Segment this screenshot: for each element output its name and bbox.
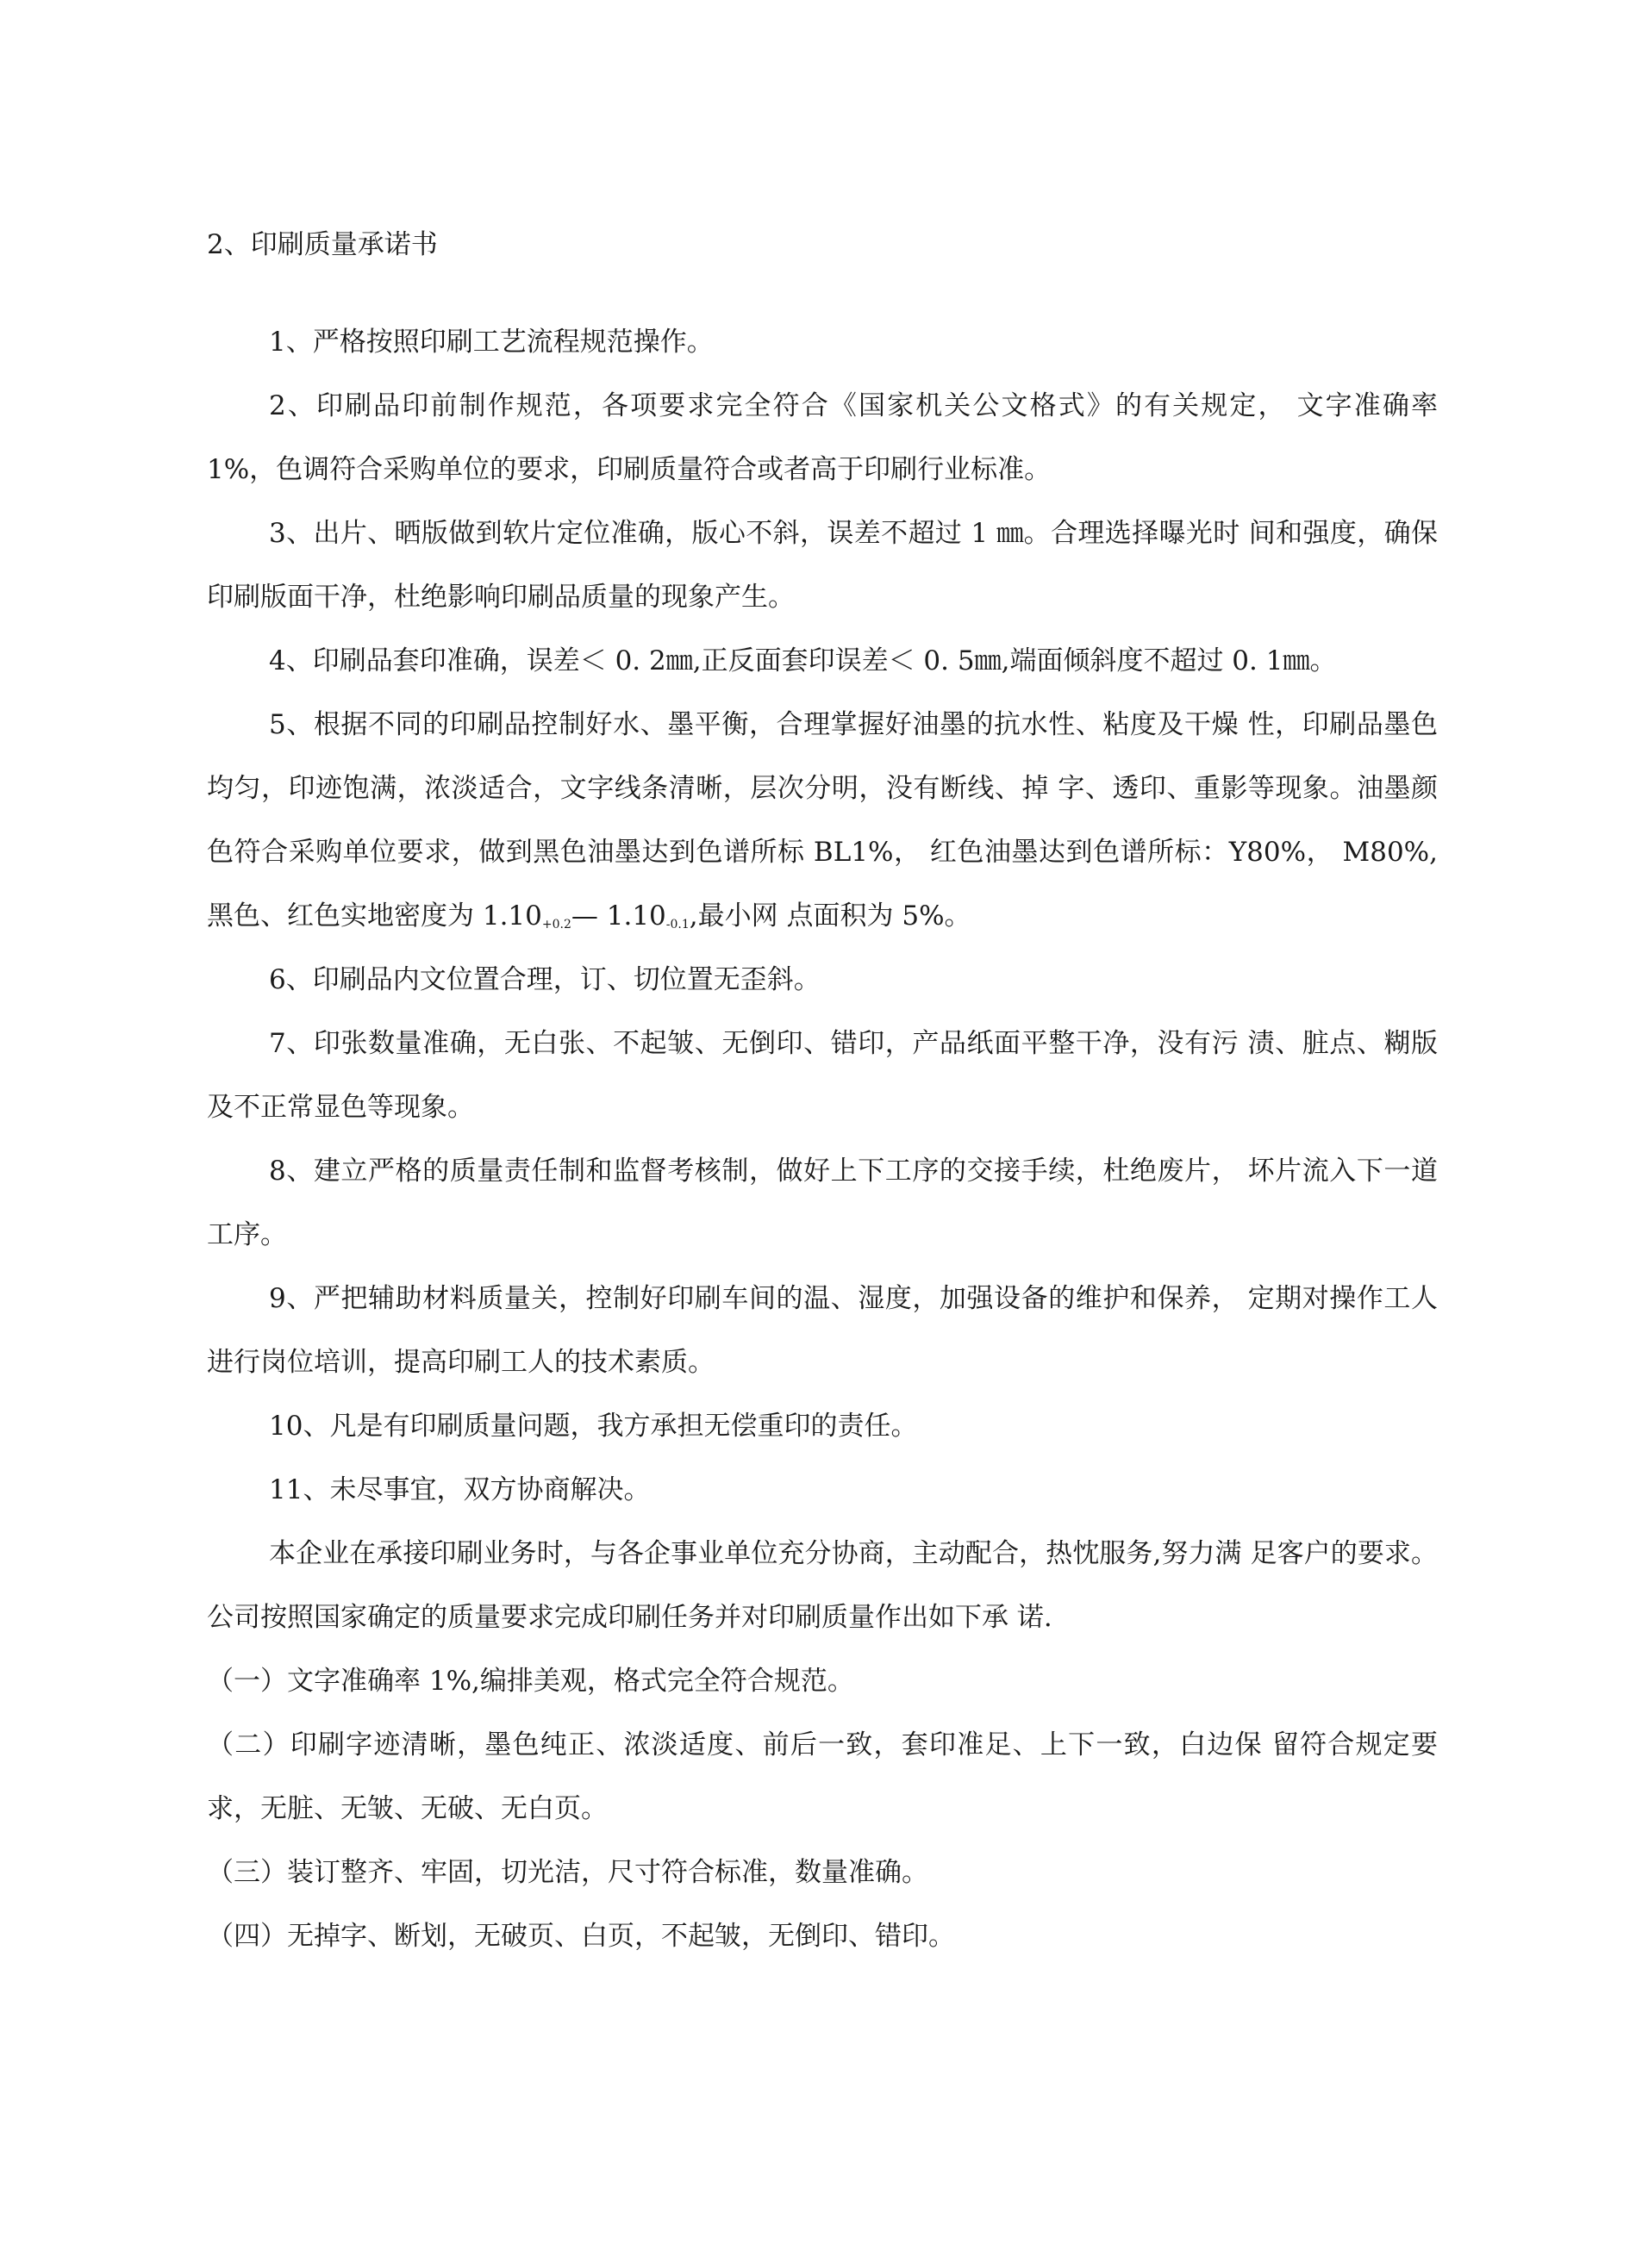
commitment-item-2: 2、印刷品印前制作规范，各项要求完全符合《国家机关公文格式》的有关规定， 文字准确率 1%，色调符合采购单位的要求，印刷质量符合或者高于印刷行业标准。 — [207, 390, 1438, 485]
promise-item-3: （三）装订整齐、牢固，切光洁，尺寸符合标准，数量准确。 — [207, 1857, 928, 1888]
intro-paragraph: 本企业在承接印刷业务时，与各企事业单位充分协商，主动配合，热忱服务,努力满 足客户的要求。公司按照国家确定的质量要求完成印刷任务并对印刷质量作出如下承 诺. — [207, 1538, 1438, 1633]
commitment-item-1: 1、严格按照印刷工艺流程规范操作。 — [269, 327, 714, 358]
document-body — [207, 214, 1438, 1968]
commitment-item-11: 11、未尽事宜，双方协商解决。 — [269, 1474, 651, 1505]
item-5-tail: ,最小网 点面积为 5%。 — [689, 900, 971, 932]
promise-item-1: （一）文字准确率 1%,编排美观，格式完全符合规范。 — [207, 1666, 854, 1697]
promise-item-2: （二）印刷字迹清晰，墨色纯正、浓淡适度、前后一致，套印准足、上下一致，白边保 留符合规定要求，无脏、无皱、无破、无白页。 — [207, 1729, 1438, 1824]
item-5-text: 5、根据不同的印刷品控制好水、墨平衡，合理掌握好油墨的抗水性、粘度及干燥 性，印刷品墨色均匀，印迹饱满，浓淡适合，文字线条清晰，层次分明，没有断线、掉 字、透印、重影等现象。油墨颜色符合采购单位要求，做到黑色油墨达到色谱所标 BL1%， 红色油墨达到色谱所标：Y80%， M80%,黑色、红色实地密度为 1.10 — [207, 709, 1438, 932]
density-tolerance-lower: -0.1 — [665, 918, 690, 932]
commitment-item-4: 4、印刷品套印准确，误差＜ 0. 2㎜,正反面套印误差＜ 0. 5㎜,端面倾斜度不超过 0. 1㎜。 — [269, 645, 1337, 676]
item-5-mid: — 1.10 — [571, 900, 666, 932]
commitment-item-7: 7、印张数量准确，无白张、不起皱、无倒印、错印，产品纸面平整干净，没有污 渍、脏点、糊版及不正常显色等现象。 — [207, 1028, 1438, 1123]
commitment-item-5 — [207, 693, 1438, 948]
commitment-item-8: 8、建立严格的质量责任制和监督考核制，做好上下工序的交接手续，杜绝废片， 坏片流入下一道工序。 — [207, 1156, 1438, 1250]
density-tolerance-upper: +0.2 — [541, 918, 571, 932]
commitment-item-3: 3、出片、晒版做到软片定位准确，版心不斜，误差不超过 1 ㎜。合理选择曝光时 间和强度，确保印刷版面干净，杜绝影响印刷品质量的现象产生。 — [207, 518, 1438, 613]
commitment-item-9: 9、严把辅助材料质量关，控制好印刷车间的温、湿度，加强设备的维护和保养， 定期对操作工人进行岗位培训，提高印刷工人的技术素质。 — [207, 1283, 1438, 1378]
section-heading: 2、印刷质量承诺书 — [207, 229, 438, 260]
commitment-item-10: 10、凡是有印刷质量问题，我方承担无偿重印的责任。 — [269, 1411, 918, 1442]
promise-item-4: （四）无掉字、断划，无破页、白页，不起皱，无倒印、错印。 — [207, 1921, 955, 1952]
commitment-item-6: 6、印刷品内文位置合理，订、切位置无歪斜。 — [269, 964, 821, 995]
